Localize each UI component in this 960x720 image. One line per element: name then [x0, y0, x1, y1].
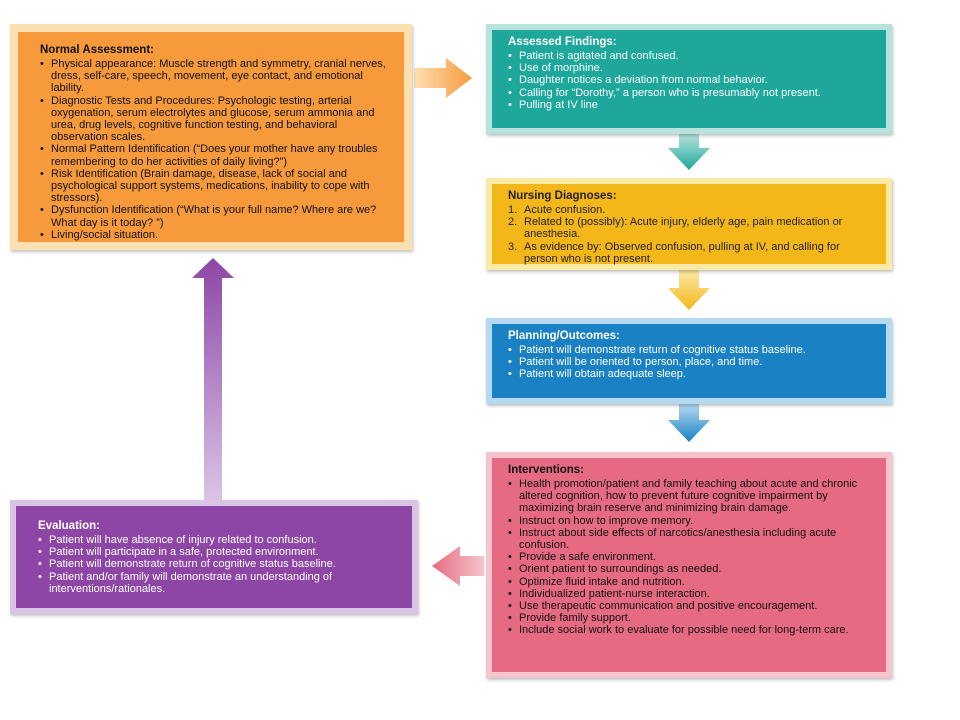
list-item: • Instruct on how to improve memory.: [508, 515, 876, 527]
assessed-findings-title: Assessed Findings:: [508, 36, 617, 48]
planning-outcomes-list: [508, 344, 876, 381]
list-item: • Health promotion/patient and family teaching about acute and chronic altered cognition, how to prevent future cognitive impairment by maximizing brain reserve and minimizing brain damage.: [508, 478, 876, 515]
interventions-title: Interventions:: [508, 464, 585, 476]
normal-assessment-box: [10, 24, 412, 250]
arrow-interventions-to-evaluation: [432, 546, 484, 586]
list-item: • Risk Identification (Brain damage, disease, lack of social and psychological support systems, medications, inability to cope with stressors).: [40, 168, 394, 205]
assessed-findings-list: [508, 50, 876, 111]
arrow-assessment-to-findings: [414, 58, 472, 98]
list-item: • Normal Pattern Identification (“Does your mother have any troubles remembering to do her activities of daily living?”): [40, 143, 394, 167]
list-item: • Use therapeutic communication and positive encouragement.: [508, 600, 876, 612]
list-item: • Orient patient to surroundings as needed.: [508, 563, 876, 575]
list-item: Acute confusion.: [524, 204, 606, 216]
interventions-list: [508, 478, 876, 637]
list-item: • Pulling at IV line: [508, 99, 876, 111]
list-item: • Provide a safe environment.: [508, 551, 876, 563]
interventions-box: [486, 452, 892, 678]
list-item: Related to (possibly): Acute injury, elderly age, pain medication or anesthesia.: [524, 216, 843, 241]
list-item: • Diagnostic Tests and Procedures: Psychologic testing, arterial oxygenation, serum electrolytes and glucose, serum ammonia and urea, drug levels, cognitive function testing, and behavioral observation scales.: [40, 95, 394, 144]
list-item: • Physical appearance: Muscle strength and symmetry, cranial nerves, dress, self-care, speech, movement, eye contact, and emotional lability.: [40, 58, 394, 95]
list-item: • Patient will participate in a safe, protected environment.: [38, 546, 402, 558]
evaluation-list: [38, 534, 402, 595]
planning-outcomes-title: Planning/Outcomes:: [508, 330, 620, 342]
normal-assessment-list: [40, 58, 394, 241]
list-item: As evidence by: Observed confusion, pulling at IV, and calling for person who is not present.: [524, 240, 840, 265]
list-item: • Optimize fluid intake and nutrition.: [508, 576, 876, 588]
arrow-diagnoses-to-planning: [668, 270, 710, 310]
list-item: • Daughter notices a deviation from normal behavior.: [508, 74, 876, 86]
list-item: • Patient will have absence of injury related to confusion.: [38, 534, 402, 546]
assessed-findings-box: [486, 24, 892, 134]
arrow-findings-to-diagnoses: [668, 134, 710, 170]
list-item: • Patient is agitated and confused.: [508, 50, 876, 62]
list-item: • Use of morphine.: [508, 62, 876, 74]
nursing-diagnoses-list: [508, 204, 876, 265]
list-item: • Patient will demonstrate return of cognitive status baseline.: [508, 344, 876, 356]
nursing-diagnoses-title: Nursing Diagnoses:: [508, 190, 617, 202]
list-item: • Living/social situation.: [40, 229, 394, 241]
evaluation-box: [10, 500, 418, 614]
list-item: • Include social work to evaluate for possible need for long-term care.: [508, 624, 876, 636]
list-item: • Dysfunction Identification (“What is your full name? Where are we? What day is it today? ”): [40, 204, 394, 228]
evaluation-title: Evaluation:: [38, 520, 100, 532]
list-item: • Patient and/or family will demonstrate an understanding of interventions/rationales.: [38, 571, 402, 595]
planning-outcomes-box: [486, 318, 892, 404]
list-item: • Calling for “Dorothy,” a person who is presumably not present.: [508, 87, 876, 99]
list-item: • Individualized patient-nurse interaction.: [508, 588, 876, 600]
list-item: • Provide family support.: [508, 612, 876, 624]
list-item: • Patient will demonstrate return of cognitive status baseline.: [38, 558, 402, 570]
arrow-evaluation-to-assessment: [192, 258, 234, 500]
arrow-planning-to-interventions: [668, 404, 710, 442]
list-item: • Patient will be oriented to person, place, and time.: [508, 356, 876, 368]
list-item: • Patient will obtain adequate sleep.: [508, 368, 876, 380]
normal-assessment-title: Normal Assessment:: [40, 44, 154, 56]
list-item: • Instruct about side effects of narcotics/anesthesia including acute confusion.: [508, 527, 876, 551]
nursing-diagnoses-box: [486, 178, 892, 270]
